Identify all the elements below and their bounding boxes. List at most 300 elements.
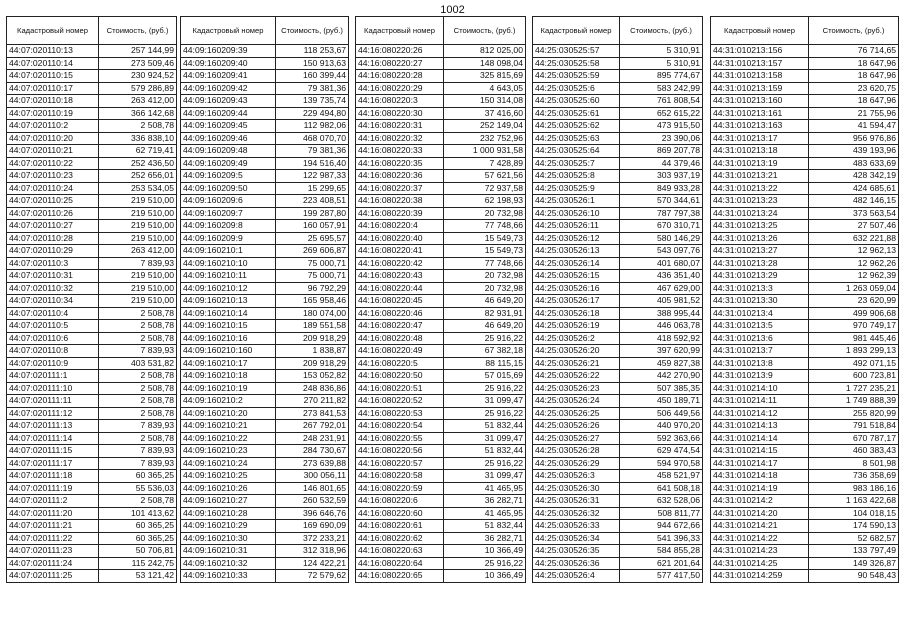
cadastral-number-cell: 44:31:010214:19 — [711, 482, 809, 495]
cadastral-number-cell: 44:09:160210:15 — [181, 320, 276, 333]
cadastral-number-cell: 44:09:160210:2 — [181, 395, 276, 408]
cost-cell: 592 363,66 — [620, 432, 703, 445]
table-row — [7, 107, 177, 120]
cost-cell: 641 508,18 — [620, 482, 703, 495]
cadastral-number-cell: 44:09:160210:24 — [181, 457, 276, 470]
table-row — [356, 157, 526, 170]
cadastral-number-cell: 44:07:020111:24 — [7, 557, 99, 570]
table-row — [181, 370, 349, 383]
cadastral-number-cell: 44:09:160210:27 — [181, 495, 276, 508]
cadastral-number-cell: 44:07:020110:31 — [7, 270, 99, 283]
table-row — [181, 145, 349, 158]
table-row — [533, 145, 703, 158]
cadastral-number-cell: 44:09:160209:40 — [181, 57, 276, 70]
cadastral-number-cell: 44:25:030526:1 — [533, 195, 620, 208]
table-row — [711, 270, 899, 283]
cost-cell: 2 508,78 — [99, 495, 177, 508]
cadastral-number-cell: 44:09:160210:160 — [181, 345, 276, 358]
table-row — [533, 482, 703, 495]
cadastral-number-cell: 44:25:030526:25 — [533, 407, 620, 420]
table-row — [711, 107, 899, 120]
cost-cell: 440 970,20 — [620, 420, 703, 433]
cost-cell: 12 962,13 — [809, 245, 899, 258]
cost-cell: 442 270,90 — [620, 370, 703, 383]
table-row — [533, 507, 703, 520]
cost-cell: 82 931,91 — [444, 307, 526, 320]
table-row — [711, 445, 899, 458]
cadastral-number-cell: 44:31:010213:156 — [711, 45, 809, 58]
cost-cell: 62 198,93 — [444, 195, 526, 208]
cadastral-number-cell: 44:25:030526:26 — [533, 420, 620, 433]
cadastral-number-cell: 44:07:020110:3 — [7, 257, 99, 270]
cadastral-number-cell: 44:09:160209:41 — [181, 70, 276, 83]
cadastral-number-cell: 44:07:020110:5 — [7, 320, 99, 333]
table-row — [356, 45, 526, 58]
table-row — [181, 432, 349, 445]
cost-header: Стоимость, (руб.) — [809, 17, 899, 45]
cadastral-number-cell: 44:31:010213:30 — [711, 295, 809, 308]
cadastral-number-cell: 44:09:160210:23 — [181, 445, 276, 458]
table-row — [533, 545, 703, 558]
table-row — [7, 195, 177, 208]
cadastral-number-cell: 44:25:030526:22 — [533, 370, 620, 383]
cadastral-number-cell: 44:09:160209:48 — [181, 145, 276, 158]
table-row — [533, 95, 703, 108]
cadastral-number-cell: 44:09:160210:33 — [181, 570, 276, 583]
table-row — [533, 257, 703, 270]
table-row — [711, 207, 899, 220]
cadastral-number-cell: 44:25:030525:64 — [533, 145, 620, 158]
cost-cell: 23 620,99 — [809, 295, 899, 308]
table-row — [356, 407, 526, 420]
table-row — [533, 207, 703, 220]
table-row — [533, 420, 703, 433]
cost-cell: 75 000,71 — [276, 257, 349, 270]
table-row — [356, 245, 526, 258]
cadastral-number-cell: 44:07:020111:14 — [7, 432, 99, 445]
cadastral-number-cell: 44:25:030525:8 — [533, 170, 620, 183]
table-row — [711, 82, 899, 95]
table-row — [533, 170, 703, 183]
cost-cell: 41 594,47 — [809, 120, 899, 133]
table-row — [711, 220, 899, 233]
cadastral-number-cell: 44:16:080220:30 — [356, 107, 444, 120]
cadastral-number-cell: 44:31:010213:24 — [711, 207, 809, 220]
cost-cell: 506 449,56 — [620, 407, 703, 420]
cost-cell: 1 163 422,68 — [809, 495, 899, 508]
table-row — [356, 120, 526, 133]
cost-table-4 — [532, 16, 703, 583]
table-row — [711, 57, 899, 70]
cost-cell: 252 656,01 — [99, 170, 177, 183]
cadastral-number-cell: 44:07:020110:22 — [7, 157, 99, 170]
cadastral-number-cell: 44:31:010213:158 — [711, 70, 809, 83]
cost-cell: 124 422,21 — [276, 557, 349, 570]
cost-cell: 150 314,08 — [444, 95, 526, 108]
cadastral-number-cell: 44:31:010214:17 — [711, 457, 809, 470]
cost-cell: 25 916,22 — [444, 457, 526, 470]
cost-cell: 133 797,49 — [809, 545, 899, 558]
cadastral-number-cell: 44:31:010214:25 — [711, 557, 809, 570]
cost-cell: 273 639,88 — [276, 457, 349, 470]
table-row — [181, 45, 349, 58]
table-row — [356, 170, 526, 183]
cost-cell: 139 735,74 — [276, 95, 349, 108]
table-row — [181, 420, 349, 433]
table-row — [711, 432, 899, 445]
cadastral-number-cell: 44:25:030525:58 — [533, 57, 620, 70]
table-row — [7, 157, 177, 170]
cadastral-number-cell: 44:31:010213:9 — [711, 370, 809, 383]
table-row — [356, 57, 526, 70]
cost-cell: 252 436,50 — [99, 157, 177, 170]
cadastral-number-cell: 44:25:030525:57 — [533, 45, 620, 58]
table-row — [356, 232, 526, 245]
cadastral-number-cell: 44:31:010213:8 — [711, 357, 809, 370]
cadastral-number-cell: 44:31:010213:23 — [711, 195, 809, 208]
cost-cell: 12 962,26 — [809, 257, 899, 270]
cadastral-number-cell: 44:07:020111:15 — [7, 445, 99, 458]
table-row — [356, 495, 526, 508]
table-row — [7, 45, 177, 58]
cost-cell: 10 366,49 — [444, 545, 526, 558]
cost-cell: 232 752,96 — [444, 132, 526, 145]
cadastral-number-cell: 44:07:020110:13 — [7, 45, 99, 58]
cost-cell: 983 186,16 — [809, 482, 899, 495]
table-row — [181, 220, 349, 233]
table-row — [181, 232, 349, 245]
cost-cell: 41 465,95 — [444, 507, 526, 520]
cost-cell: 312 318,96 — [276, 545, 349, 558]
cadastral-number-cell: 44:09:160209:50 — [181, 182, 276, 195]
cost-cell: 2 508,78 — [99, 320, 177, 333]
cost-cell: 372 233,21 — [276, 532, 349, 545]
table-row — [711, 70, 899, 83]
cost-cell: 632 528,06 — [620, 495, 703, 508]
cadastral-number-cell: 44:07:020110:6 — [7, 332, 99, 345]
cost-cell: 263 412,00 — [99, 95, 177, 108]
cadastral-number-cell: 44:09:160210:16 — [181, 332, 276, 345]
table-row — [181, 320, 349, 333]
cost-header: Стоимость, (руб.) — [99, 17, 177, 45]
cost-cell: 366 142,68 — [99, 107, 177, 120]
cadastral-number-cell: 44:07:020111:1 — [7, 370, 99, 383]
cost-cell: 72 937,58 — [444, 182, 526, 195]
cadastral-number-cell: 44:09:160209:49 — [181, 157, 276, 170]
cadastral-number-cell: 44:25:030526:3 — [533, 470, 620, 483]
cadastral-number-cell: 44:09:160210:25 — [181, 470, 276, 483]
cadastral-number-cell: 44:07:020110:8 — [7, 345, 99, 358]
cadastral-number-cell: 44:16:080220:3 — [356, 95, 444, 108]
cost-cell: 27 507,46 — [809, 220, 899, 233]
table-row — [181, 282, 349, 295]
cadastral-number-cell: 44:16:080220:45 — [356, 295, 444, 308]
table-row — [7, 507, 177, 520]
cadastral-number-cell: 44:09:160209:45 — [181, 120, 276, 133]
table-row — [711, 507, 899, 520]
table-row — [356, 132, 526, 145]
cost-cell: 736 358,69 — [809, 470, 899, 483]
table-row — [711, 357, 899, 370]
table-row — [181, 95, 349, 108]
table-row — [7, 295, 177, 308]
cost-cell: 25 916,22 — [444, 557, 526, 570]
table-row — [711, 520, 899, 533]
cost-cell: 459 827,38 — [620, 357, 703, 370]
cost-cell: 541 396,33 — [620, 532, 703, 545]
cadastral-number-cell: 44:31:010213:4 — [711, 307, 809, 320]
table-row — [533, 220, 703, 233]
cost-cell: 1 749 888,39 — [809, 395, 899, 408]
cost-cell: 405 981,52 — [620, 295, 703, 308]
table-row — [7, 532, 177, 545]
table-row — [533, 470, 703, 483]
cost-cell: 284 730,67 — [276, 445, 349, 458]
cost-cell: 15 549,73 — [444, 245, 526, 258]
cost-cell: 303 937,19 — [620, 170, 703, 183]
table-row — [181, 495, 349, 508]
table-row — [533, 520, 703, 533]
table-row — [711, 257, 899, 270]
table-row — [181, 82, 349, 95]
cadastral-number-cell: 44:09:160209:7 — [181, 207, 276, 220]
table-row — [356, 520, 526, 533]
cost-cell: 104 018,15 — [809, 507, 899, 520]
cost-cell: 981 445,46 — [809, 332, 899, 345]
cost-cell: 436 351,40 — [620, 270, 703, 283]
cost-cell: 223 408,51 — [276, 195, 349, 208]
table-row — [533, 332, 703, 345]
table-row — [533, 132, 703, 145]
cadastral-number-cell: 44:31:010213:159 — [711, 82, 809, 95]
cadastral-number-cell: 44:09:160210:19 — [181, 382, 276, 395]
table-row — [356, 345, 526, 358]
table-row — [711, 495, 899, 508]
cadastral-number-cell: 44:31:010213:18 — [711, 145, 809, 158]
cadastral-number-cell: 44:31:010214:21 — [711, 520, 809, 533]
cadastral-number-cell: 44:31:010214:22 — [711, 532, 809, 545]
table-row — [533, 395, 703, 408]
cadastral-number-cell: 44:09:160210:30 — [181, 532, 276, 545]
cost-cell: 149 326,87 — [809, 557, 899, 570]
cost-cell: 194 516,40 — [276, 157, 349, 170]
table-row — [356, 507, 526, 520]
cost-cell: 46 649,20 — [444, 295, 526, 308]
cost-cell: 263 412,00 — [99, 245, 177, 258]
cost-cell: 21 755,96 — [809, 107, 899, 120]
table-row — [356, 470, 526, 483]
cadastral-number-cell: 44:16:080220:6 — [356, 495, 444, 508]
cadastral-number-cell: 44:16:080220:56 — [356, 445, 444, 458]
table-row — [711, 532, 899, 545]
cost-cell: 252 149,04 — [444, 120, 526, 133]
cadastral-number-cell: 44:09:160210:28 — [181, 507, 276, 520]
cadastral-number-cell: 44:07:020110:2 — [7, 120, 99, 133]
cadastral-number-cell: 44:07:020110:27 — [7, 220, 99, 233]
cost-cell: 1 893 299,13 — [809, 345, 899, 358]
table-row — [7, 520, 177, 533]
table-row — [181, 70, 349, 83]
cadastral-number-header: Кадастровый номер — [533, 17, 620, 45]
table-row — [533, 157, 703, 170]
cadastral-number-cell: 44:09:160210:29 — [181, 520, 276, 533]
table-row — [533, 295, 703, 308]
cadastral-number-cell: 44:25:030526:21 — [533, 357, 620, 370]
cadastral-number-cell: 44:31:010214:2 — [711, 495, 809, 508]
cost-cell: 150 913,63 — [276, 57, 349, 70]
table-row — [7, 470, 177, 483]
table-row — [533, 357, 703, 370]
cost-cell: 51 832,44 — [444, 420, 526, 433]
cadastral-number-cell: 44:31:010213:157 — [711, 57, 809, 70]
cadastral-number-cell: 44:25:030526:19 — [533, 320, 620, 333]
cadastral-number-cell: 44:16:080220:38 — [356, 195, 444, 208]
cadastral-number-cell: 44:07:020111:25 — [7, 570, 99, 583]
table-row — [356, 332, 526, 345]
cost-cell: 1 263 059,04 — [809, 282, 899, 295]
cost-cell: 388 995,44 — [620, 307, 703, 320]
table-row — [181, 132, 349, 145]
cost-cell: 229 494,80 — [276, 107, 349, 120]
cost-cell: 273 509,46 — [99, 57, 177, 70]
cadastral-number-cell: 44:07:020111:22 — [7, 532, 99, 545]
cadastral-number-cell: 44:31:010213:17 — [711, 132, 809, 145]
table-row — [711, 295, 899, 308]
cadastral-number-cell: 44:16:080220:27 — [356, 57, 444, 70]
table-row — [7, 407, 177, 420]
cost-cell: 41 465,95 — [444, 482, 526, 495]
cadastral-number-cell: 44:09:160209:39 — [181, 45, 276, 58]
table-row — [181, 257, 349, 270]
cost-cell: 169 690,09 — [276, 520, 349, 533]
cadastral-number-cell: 44:07:020110:34 — [7, 295, 99, 308]
cadastral-number-cell: 44:16:080220:64 — [356, 557, 444, 570]
cadastral-number-cell: 44:09:160210:31 — [181, 545, 276, 558]
table-row — [356, 432, 526, 445]
cost-cell: 373 563,54 — [809, 207, 899, 220]
cadastral-number-cell: 44:07:020110:21 — [7, 145, 99, 158]
cost-cell: 112 982,06 — [276, 120, 349, 133]
table-row — [711, 182, 899, 195]
table-row — [181, 245, 349, 258]
table-row — [711, 45, 899, 58]
cadastral-number-cell: 44:09:160209:5 — [181, 170, 276, 183]
cost-cell: 473 915,50 — [620, 120, 703, 133]
table-row — [356, 257, 526, 270]
cost-cell: 499 906,68 — [809, 307, 899, 320]
table-row — [356, 295, 526, 308]
cost-cell: 60 365,25 — [99, 520, 177, 533]
table-row — [7, 145, 177, 158]
table-row — [711, 557, 899, 570]
table-row — [181, 295, 349, 308]
cost-cell: 336 838,10 — [99, 132, 177, 145]
cadastral-number-cell: 44:31:010213:25 — [711, 220, 809, 233]
table-row — [181, 520, 349, 533]
table-row — [7, 120, 177, 133]
cost-cell: 2 508,78 — [99, 307, 177, 320]
cost-cell: 7 839,93 — [99, 257, 177, 270]
cadastral-number-cell: 44:09:160210:11 — [181, 270, 276, 283]
cadastral-number-cell: 44:25:030526:18 — [533, 307, 620, 320]
cost-cell: 25 916,22 — [444, 407, 526, 420]
cadastral-number-cell: 44:07:020111:18 — [7, 470, 99, 483]
cadastral-number-cell: 44:16:080220:59 — [356, 482, 444, 495]
cost-cell: 51 832,44 — [444, 520, 526, 533]
table-row — [711, 395, 899, 408]
cost-cell: 577 417,50 — [620, 570, 703, 583]
table-row — [533, 345, 703, 358]
cost-cell: 180 074,00 — [276, 307, 349, 320]
cost-cell: 79 381,36 — [276, 82, 349, 95]
table-row — [356, 395, 526, 408]
cadastral-number-cell: 44:09:160209:6 — [181, 195, 276, 208]
cost-cell: 325 815,69 — [444, 70, 526, 83]
cadastral-number-cell: 44:07:020110:26 — [7, 207, 99, 220]
cadastral-number-cell: 44:16:080220:65 — [356, 570, 444, 583]
table-row — [181, 207, 349, 220]
cadastral-number-cell: 44:25:030526:2 — [533, 332, 620, 345]
cost-cell: 76 714,65 — [809, 45, 899, 58]
cost-cell: 1 727 235,21 — [809, 382, 899, 395]
table-row — [711, 282, 899, 295]
cadastral-number-cell: 44:09:160210:22 — [181, 432, 276, 445]
cost-cell: 219 510,00 — [99, 232, 177, 245]
table-row — [711, 457, 899, 470]
cadastral-number-header: Кадастровый номер — [7, 17, 99, 45]
table-row — [533, 182, 703, 195]
cost-cell: 79 381,36 — [276, 145, 349, 158]
table-row — [533, 382, 703, 395]
table-row — [711, 232, 899, 245]
table-row — [533, 232, 703, 245]
table-row — [181, 357, 349, 370]
cadastral-number-cell: 44:25:030526:10 — [533, 207, 620, 220]
table-row — [7, 307, 177, 320]
cost-cell: 20 732,98 — [444, 270, 526, 283]
table-row — [7, 170, 177, 183]
cost-table-1 — [6, 16, 177, 583]
cost-cell: 956 976,86 — [809, 132, 899, 145]
cadastral-number-cell: 44:16:080220:39 — [356, 207, 444, 220]
cost-cell: 57 621,56 — [444, 170, 526, 183]
cost-cell: 10 366,49 — [444, 570, 526, 583]
table-row — [181, 557, 349, 570]
cadastral-number-cell: 44:16:080220:26 — [356, 45, 444, 58]
table-row — [7, 432, 177, 445]
table-row — [533, 107, 703, 120]
table-row — [533, 195, 703, 208]
table-row — [356, 320, 526, 333]
table-row — [7, 282, 177, 295]
cost-cell: 812 025,00 — [444, 45, 526, 58]
cadastral-number-cell: 44:25:030526:30 — [533, 482, 620, 495]
cost-cell: 209 918,29 — [276, 332, 349, 345]
cadastral-number-cell: 44:09:160210:20 — [181, 407, 276, 420]
cost-cell: 401 680,07 — [620, 257, 703, 270]
cost-cell: 15 299,65 — [276, 182, 349, 195]
table-row — [533, 307, 703, 320]
cost-cell: 15 549,73 — [444, 232, 526, 245]
cadastral-number-cell: 44:07:020111:2 — [7, 495, 99, 508]
cadastral-number-cell: 44:25:030526:33 — [533, 520, 620, 533]
table-row — [356, 307, 526, 320]
cost-table-2 — [180, 16, 349, 583]
cadastral-number-cell: 44:31:010213:22 — [711, 182, 809, 195]
cadastral-number-cell: 44:25:030526:31 — [533, 495, 620, 508]
table-row — [533, 70, 703, 83]
cost-cell: 7 839,93 — [99, 457, 177, 470]
